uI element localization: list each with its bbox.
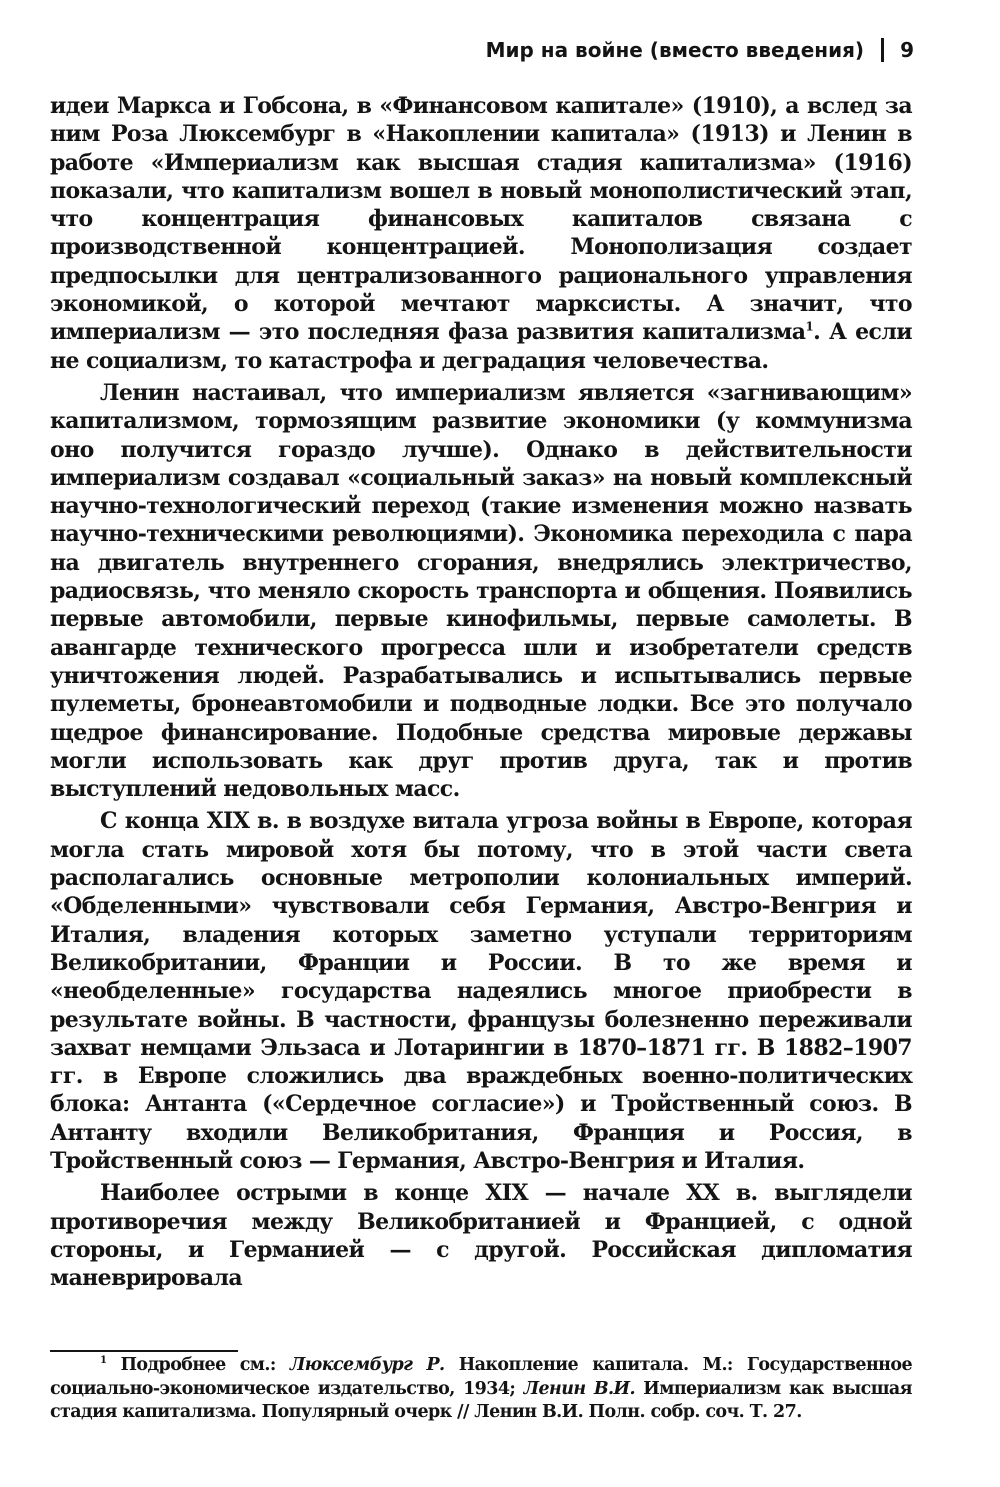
- footnote-marker: 1: [100, 1355, 107, 1367]
- running-header: [486, 38, 914, 62]
- footnote-text: Империализм как высшая стадия капитализма. Популярный очерк // Ленин В.И. Полн. собр. соч. Т. 27.: [50, 1378, 912, 1422]
- main-text: [50, 92, 912, 1296]
- paragraph: Наиболее острыми в конце XIX — начале XX в. выглядели противоречия между Великобританией и Францией, с одной стороны, и Германией — с другой. Российская дипломатия маневрировала: [50, 1180, 912, 1292]
- paragraph-text-cont: . А если не социализм, то катастрофа и деградация человечества.: [50, 319, 912, 374]
- paragraph: Ленин настаивал, что империализм является «загнивающим» капитализмом, тормозящим развитие экономики (у коммунизма оно получится гораздо лучше). Однако в действительности империализм создавал «социальный заказ» на новый комплексный научно-технологический переход (такие изменения можно назвать научно-техническими революциями). Экономика переходила с пара на двигатель внутреннего сгорания, внедрялись электричество, радиосвязь, что меняло скорость транспорта и общения. Появились первые автомобили, первые кинофильмы, первые самолеты. В авангарде технического прогресса шли и изобретатели средств уничтожения людей. Разрабатывались и испытывались первые пулеметы, бронеавтомобили и подводные лодки. Все это получало щедрое финансирование. Подобные средства мировые державы могли использовать как друг против друга, так и против выступлений недовольных масс.: [50, 379, 912, 803]
- footnote-author: Люксембург Р.: [289, 1355, 445, 1375]
- footnote-text: Накопление капитала. М.: Государственное социально-экономическое издательство, 1934;: [50, 1355, 912, 1399]
- header-separator: [881, 38, 884, 62]
- page-number: 9: [900, 38, 914, 62]
- paragraph: [50, 92, 912, 375]
- footnote-author: Ленин В.И.: [523, 1378, 635, 1399]
- footnote-text: Подробнее см.:: [120, 1355, 290, 1375]
- footnote-divider: [50, 1350, 238, 1352]
- paragraph: С конца XIX в. в воздухе витала угроза войны в Европе, которая могла стать мировой хотя бы потому, что в этой части света располагались основные метрополии колониальных империй. «Обделенными» чувствовали себя Германия, Австро-Венгрия и Италия, владения которых заметно уступали территориям Великобритании, Франции и России. В то же время и «необделенные» государства надеялись многое приобрести в результате войны. В частности, французы болезненно переживали захват немцами Эльзаса и Лотарингии в 1870–1871 гг. В 1882–1907 гг. в Европе сложились два враждебных военно-политических блока: Антанта («Сердечное согласие») и Тройственный союз. В Антанту входили Великобритания, Франция и Россия, в Тройственный союз — Германия, Австро-Венгрия и Италия.: [50, 808, 912, 1174]
- chapter-title: Мир на войне (вместо введения): [485, 38, 865, 62]
- footnote-reference: 1: [805, 320, 814, 335]
- paragraph-text: идеи Маркса и Гобсона, в «Финансовом капитале» (1910), а вслед за ним Роза Люксембург в «Накоплении капитала» (1913) и Ленин в работе «Империализм как высшая стадия капитализма» (1916) показали, что капитализм вошел в новый монополистический этап, что концентрация финансовых капиталов связана с производственной концентрацией. Монополизация создает предпосылки для централизованного рационального управления экономикой, о которой мечтают марксисты. А значит, что империализм — это последняя фаза развития капитализма: [50, 93, 912, 346]
- footnote: [50, 1354, 912, 1425]
